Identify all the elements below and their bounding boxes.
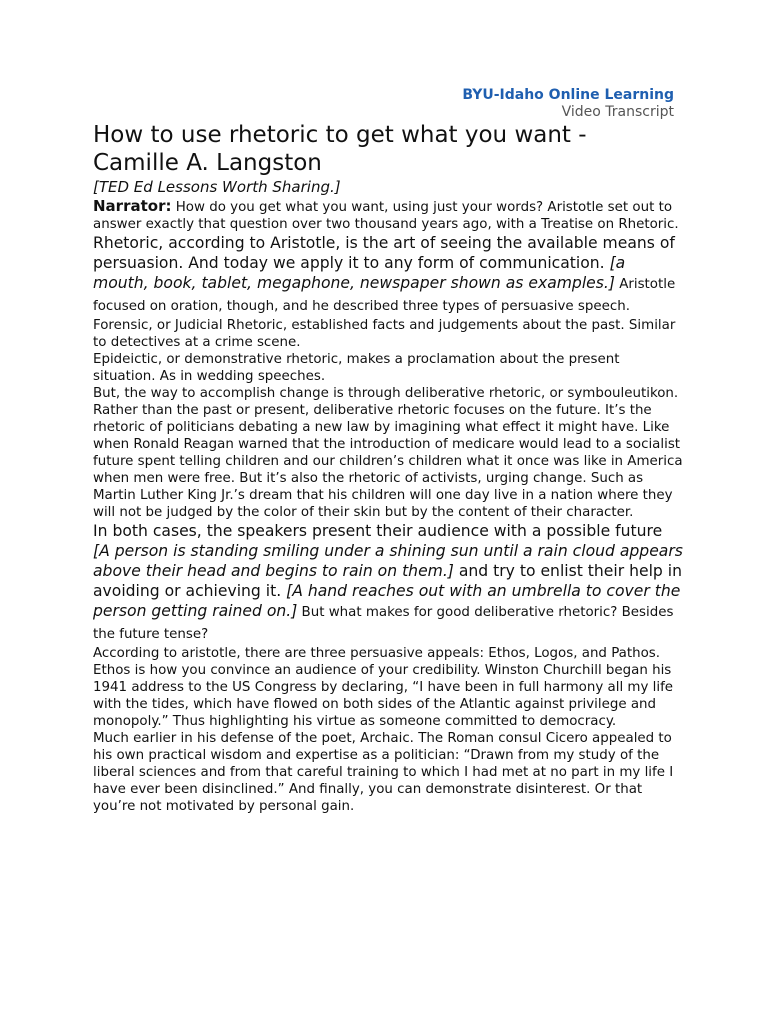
paragraph-2-stage-direction: [a mouth, book, tablet, megaphone, newspaper shown as examples.] bbox=[93, 254, 626, 292]
paragraph-6-stage-direction-b: [A hand reaches out with an umbrella to cover the person getting rained on.] bbox=[93, 582, 681, 620]
transcript-body bbox=[93, 121, 683, 815]
speaker-label: Narrator: bbox=[93, 197, 172, 215]
title-line-2: Camille A. Langston bbox=[93, 150, 322, 176]
paragraph-6-stage-direction-a: [A person is standing smiling under a shining sun until a rain cloud appears above their head and begins to rain on them.] bbox=[93, 542, 683, 580]
paragraph-7: According to aristotle, there are three persuasive appeals: Ethos, Logos, and Pathos. Ethos is how you convince an audience of your credibility. Winston Churchill began his 1941 address to the US Congress by declaring, “I have been in full harmony all my life with the tides, which have flowed on both sides of the Atlantic against privilege and monopoly.” Thus highlighting his virtue as someone committed to democracy. bbox=[93, 646, 674, 729]
org-name: BYU-Idaho Online Learning bbox=[462, 87, 674, 103]
page-title bbox=[93, 121, 683, 177]
paragraph-8: Much earlier in his defense of the poet, Archaic. The Roman consul Cicero appealed to his own practical wisdom and expertise as a politician: “Drawn from my study of the liberal sciences and from that careful training to which I had met at no part in my life I have ever been disinclined.” And finally, you can demonstrate disinterest. Or that you’re not motivated by personal gain. bbox=[93, 731, 674, 814]
paragraph-6 bbox=[93, 521, 683, 645]
paragraph-5: But, the way to accomplish change is through deliberative rhetoric, or symbouleutikon. Rather than the past or present, deliberative rhetoric focuses on the future. It’s the rhetoric of politicians debating a new law by imagining what effect it might have. Like when Ronald Reagan warned that the introduction of medicare would lead to a socialist future spent telling children and our children’s children what it once was like in America when men were free. But it’s also the rhetoric of activists, urging change. Such as Martin Luther King Jr.’s dream that his children will one day live in a nation where they will not be judged by the color of their skin but by the content of their character. bbox=[93, 386, 683, 520]
paragraph-3: Forensic, or Judicial Rhetoric, established facts and judgements about the past. Similar to detectives at a crime scene. bbox=[93, 318, 676, 350]
paragraph-6-text-b: and try to enlist their help in avoiding or achieving it. bbox=[93, 562, 682, 600]
paragraph-2 bbox=[93, 233, 683, 317]
paragraph-4: Epideictic, or demonstrative rhetoric, makes a proclamation about the present situation. As in wedding speeches. bbox=[93, 352, 620, 384]
document-header bbox=[462, 87, 674, 121]
title-line-1: How to use rhetoric to get what you want - bbox=[93, 122, 587, 148]
paragraph-2-text-b: Aristotle focused on oration, though, and he described three types of persuasive speech. bbox=[93, 277, 676, 314]
subtitle: [TED Ed Lessons Worth Sharing.] bbox=[93, 178, 341, 196]
paragraph-6-text-a: In both cases, the speakers present their audience with a possible future bbox=[93, 522, 663, 540]
paragraph-1-text: How do you get what you want, using just your words? Aristotle set out to answer exactly that question over two thousand years ago, with a Treatise on Rhetoric. bbox=[93, 200, 679, 232]
paragraph-2-text-a: Rhetoric, according to Aristotle, is the art of seeing the available means of persuasion. And today we apply it to any form of communication. bbox=[93, 234, 675, 272]
paragraph-6-text-c: But what makes for good deliberative rhetoric? Besides the future tense? bbox=[93, 605, 674, 642]
document-type: Video Transcript bbox=[561, 104, 674, 120]
paragraph-1 bbox=[93, 198, 683, 233]
